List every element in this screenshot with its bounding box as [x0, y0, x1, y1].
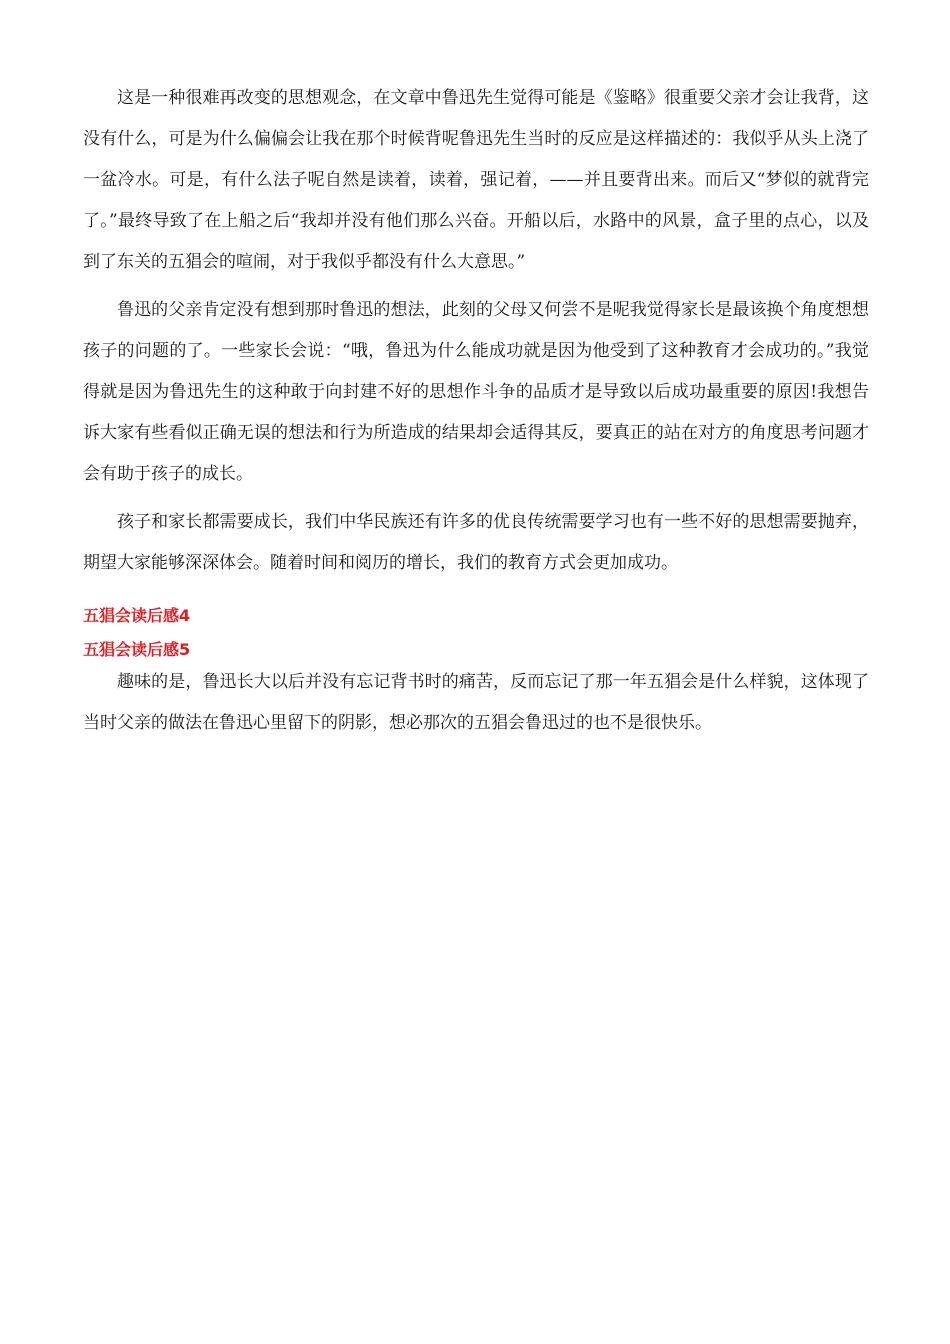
section-heading-4: 五猖会读后感4 — [83, 606, 191, 625]
paragraph-4: 趣味的是，鲁迅长大以后并没有忘记背书时的痛苦，反而忘记了那一年五猖会是什么样貌，这体现了当时父亲的做法在鲁迅心里留下的阴影，想必那次的五猖会鲁迅过的也不是很快乐。 — [83, 672, 869, 733]
paragraph-1: 这是一种很难再改变的思想观念，在文章中鲁迅先生觉得可能是《鉴略》很重要父亲才会让我背，这没有什么，可是为什么偏偏会让我在那个时候背呢鲁迅先生当时的反应是这样描述的：我似乎从头上浇了一盆冷水。可是，有什么法子呢自然是读着，读着，强记着，——并且要背出来。而后又“梦似的就背完了。”最终导致了在上船之后“我却并没有他们那么兴奋。开船以后，水路中的风景，盒子里的点心，以及到了东关的五猖会的喧闹，对于我似乎都没有什么大意思。” — [83, 88, 869, 272]
section-heading-5: 五猖会读后感5 — [83, 640, 191, 659]
paragraph-2: 鲁迅的父亲肯定没有想到那时鲁迅的想法，此刻的父母又何尝不是呢我觉得家长是最该换个角度想想孩子的问题的了。一些家长会说：“哦，鲁迅为什么能成功就是因为他受到了这种教育才会成功的。”我觉得就是因为鲁迅先生的这种敢于向封建不好的思想作斗争的品质才是导致以后成功最重要的原因!我想告诉大家有些看似正确无误的想法和行为所造成的结果却会适得其反，要真正的站在对方的角度思考问题才会有助于孩子的成长。 — [83, 300, 869, 484]
document-body — [83, 78, 869, 744]
paragraph-3: 孩子和家长都需要成长，我们中华民族还有许多的优良传统需要学习也有一些不好的思想需要抛弃，期望大家能够深深体会。随着时间和阅历的增长，我们的教育方式会更加成功。 — [83, 512, 869, 573]
